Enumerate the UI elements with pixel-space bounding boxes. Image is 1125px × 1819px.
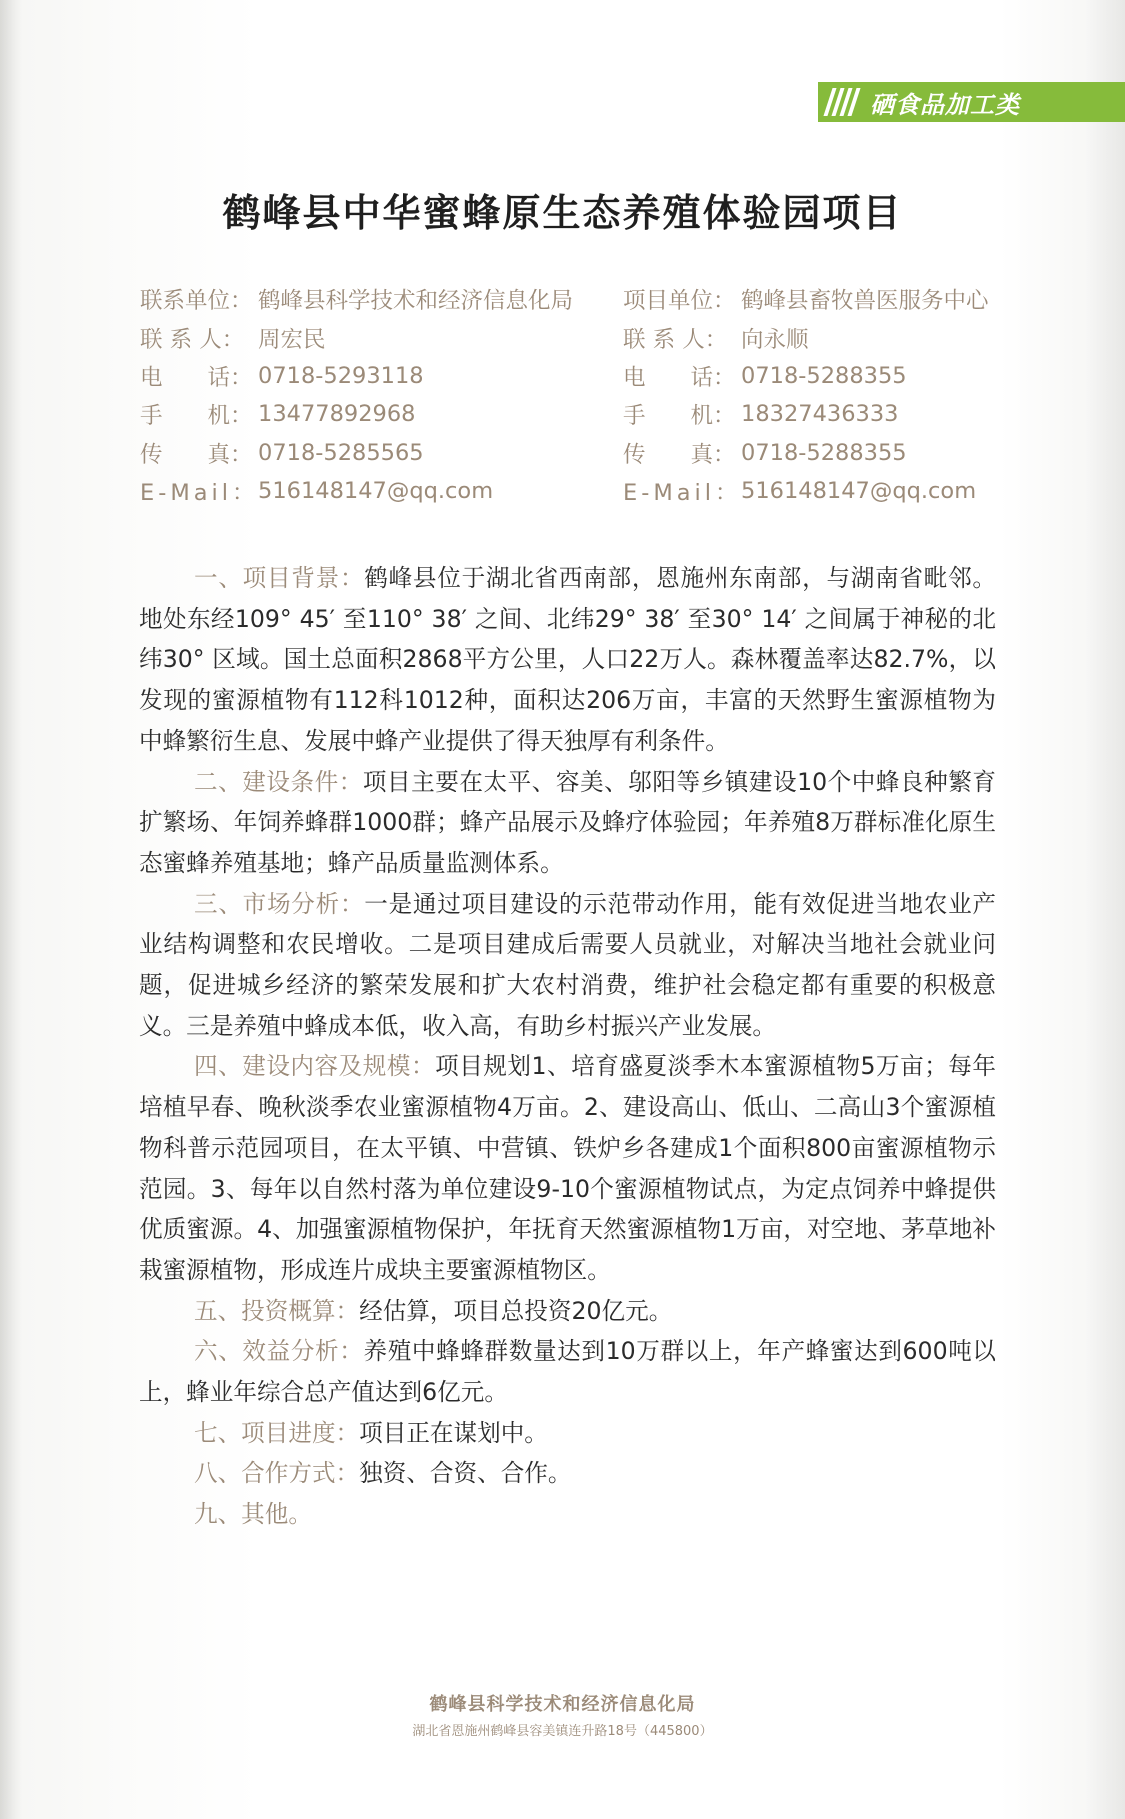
section-heading: 五、投资概算： [194,1296,360,1325]
book-spine-shadow [0,0,22,1819]
section-text: 一是通过项目建设的示范带动作用，能有效促进当地农业产业结构调整和农民增收。二是项目建成后需要人员就业，对解决当地社会就业问题，促进城乡经济的繁荣发展和扩大农村消费，维护社会稳定都有重要的积极意义。三是养殖中蜂成本低，收入高，有助乡村振兴产业发展。 [139,889,997,1040]
contact-email-value: 516148147@qq.com [741,478,977,505]
category-label: 硒食品加工类 [870,90,1020,119]
section-text: 项目正在谋划中。 [359,1418,548,1447]
section-text: 鹤峰县位于湖北省西南部，恩施州东南部，与湖南省毗邻。地处东经109° 45′ 至110° 38′ 之间、北纬29° 38′ 至30° 14′ 之间属于神秘的北纬30° 区域。国土总面积2868平方公里，人口22万人。森林覆盖率达82.7%，以发现的蜜源植物有112科1012种，面积达206万亩，丰富的天然野生蜜源植物为中蜂繁衍生息、发展中蜂产业提供了得天独厚有利条件。 [139,564,997,755]
section-heading: 九、其他。 [194,1500,312,1529]
contact-row [623,318,1063,356]
section-heading: 二、建设条件： [194,767,363,796]
section-paragraph [139,1291,996,1332]
contact-value: 鹤峰县科学技术和经济信息化局 [258,288,574,315]
contact-label: 联系单位： [140,288,253,315]
section-heading: 八、合作方式： [194,1459,360,1488]
section-paragraph [139,884,996,1047]
section-paragraph [139,1453,996,1494]
contact-block-left [140,280,580,510]
contact-value: 18327436333 [741,401,899,428]
contact-row [623,357,1063,395]
contact-label: 项目单位： [623,288,736,315]
section-paragraph [139,1413,996,1454]
contact-label: 手 机： [140,403,253,430]
contact-label: E-Mail： [623,480,742,507]
contact-email-value: 516148147@qq.com [258,478,494,505]
contact-label: 传 真： [140,441,253,468]
footer-address: 湖北省恩施州鹤峰县容美镇连升路18号（445800） [412,1724,713,1739]
contact-label: 电 话： [623,364,736,391]
footer-org: 鹤峰县科学技术和经济信息化局 [429,1694,696,1715]
contact-label: 手 机： [623,403,736,430]
contact-value: 0718-5285565 [258,439,424,466]
contact-label: 电 话： [140,364,253,391]
contact-block-right [623,280,1063,510]
stripes-icon [828,88,856,116]
section-paragraph [139,762,996,884]
section-heading: 一、项目背景： [194,564,365,592]
contact-row [140,434,580,472]
contact-row [140,280,580,318]
section-heading: 三、市场分析： [194,889,365,918]
contact-row [623,472,1063,510]
contact-value: 向永顺 [741,326,809,353]
section-text: 独资、合资、合作。 [359,1459,572,1488]
contact-label: 传 真： [623,441,736,468]
contact-row [140,472,580,510]
section-paragraph [139,1494,996,1535]
contact-value: 鹤峰县畜牧兽医服务中心 [741,288,989,315]
section-text: 养殖中蜂蜂群数量达到10万群以上，年产蜂蜜达到600吨以上，蜂业年综合总产值达到6亿元。 [139,1337,997,1407]
contact-row [140,318,580,356]
contact-label: 联 系 人： [140,326,245,353]
contact-value: 0718-5288355 [741,362,907,389]
footer [0,1690,1125,1739]
section-text: 项目规划1、培育盛夏淡季木本蜜源植物5万亩；每年培植早春、晚秋淡季农业蜜源植物4万亩。2、建设高山、低山、二高山3个蜜源植物科普示范园项目，在太平镇、中营镇、铁炉乡各建成1个面积800亩蜜源植物示范园。3、每年以自然村落为单位建设9-10个蜜源植物试点，为定点饲养中蜂提供优质蜜源。4、加强蜜源植物保护，年抚育天然蜜源植物1万亩，对空地、茅草地补栽蜜源植物，形成连片成块主要蜜源植物区。 [139,1052,997,1284]
contact-label: E-Mail： [140,480,259,507]
section-heading: 七、项目进度： [194,1418,360,1447]
contact-row [140,395,580,433]
section-text: 项目主要在太平、容美、邬阳等乡镇建设10个中蜂良种繁育扩繁场、年饲养蜂群1000群；蜂产品展示及蜂疗体验园；年养殖8万群标准化原生态蜜蜂养殖基地；蜂产品质量监测体系。 [139,767,996,877]
contact-row [623,395,1063,433]
page-title: 鹤峰县中华蜜蜂原生态养殖体验园项目 [222,191,903,235]
contact-label: 联 系 人： [623,326,728,353]
section-paragraph [139,1331,996,1412]
contact-row [623,280,1063,318]
contact-value: 13477892968 [258,401,416,428]
body-text [139,558,996,1535]
contact-row [140,357,580,395]
section-heading: 六、效益分析： [194,1337,364,1366]
contact-value: 0718-5288355 [741,439,907,466]
section-paragraph [139,558,996,762]
section-heading: 四、建设内容及规模： [194,1052,436,1081]
section-paragraph [139,1046,996,1290]
contact-value: 0718-5293118 [258,362,424,389]
section-text: 经估算，项目总投资20亿元。 [359,1296,673,1325]
contact-value: 周宏民 [258,326,326,353]
contact-row [623,434,1063,472]
page-edge-shadow [1085,0,1125,1819]
category-tag [818,82,1125,122]
